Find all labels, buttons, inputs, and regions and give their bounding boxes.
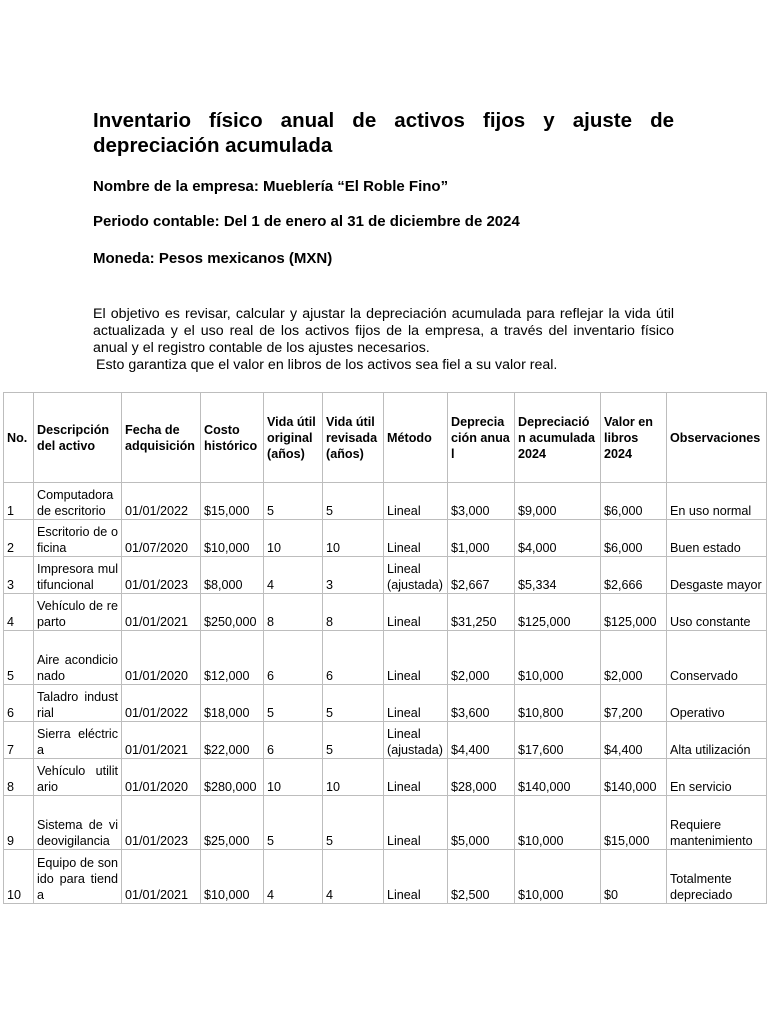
- table-cell: $25,000: [201, 796, 264, 850]
- table-row: [4, 796, 767, 850]
- intro-note: Esto garantiza que el valor en libros de los activos sea fiel a su valor real.: [96, 357, 558, 373]
- table-cell: $250,000: [201, 594, 264, 631]
- table-cell: 5: [323, 685, 384, 722]
- table-cell: 5: [323, 483, 384, 520]
- table-cell: $5,334: [515, 557, 601, 594]
- table-cell: 10: [264, 520, 323, 557]
- table-row: [4, 759, 767, 796]
- table-cell: 6: [4, 685, 34, 722]
- table-cell: $2,667: [448, 557, 515, 594]
- table-cell: $6,000: [601, 483, 667, 520]
- table-cell: Vehículo de reparto: [34, 594, 122, 631]
- table-cell: 5: [323, 722, 384, 759]
- table-cell: 5: [264, 685, 323, 722]
- column-header: Fecha de adquisición: [122, 393, 201, 483]
- table-row: [4, 520, 767, 557]
- table-cell: $125,000: [515, 594, 601, 631]
- table-cell: 5: [323, 796, 384, 850]
- table-cell: 10: [323, 520, 384, 557]
- table-cell: $280,000: [201, 759, 264, 796]
- table-cell: Lineal: [384, 594, 448, 631]
- table-cell: Computadora de escritorio: [34, 483, 122, 520]
- table-row: [4, 483, 767, 520]
- table-cell: 01/01/2020: [122, 631, 201, 685]
- table-cell: $140,000: [515, 759, 601, 796]
- table-cell: Lineal: [384, 759, 448, 796]
- table-cell: 01/01/2020: [122, 759, 201, 796]
- table-cell: $18,000: [201, 685, 264, 722]
- column-header: Valor en libros 2024: [601, 393, 667, 483]
- table-cell: Desgaste mayor: [667, 557, 767, 594]
- table-cell: 3: [323, 557, 384, 594]
- table-cell: $10,000: [201, 850, 264, 904]
- table-cell: Sierra eléctrica: [34, 722, 122, 759]
- table-cell: Uso constante: [667, 594, 767, 631]
- table-cell: Lineal: [384, 685, 448, 722]
- column-header: Vida útil revisada (años): [323, 393, 384, 483]
- table-cell: 01/01/2022: [122, 685, 201, 722]
- table-cell: 01/01/2021: [122, 850, 201, 904]
- table-row: [4, 631, 767, 685]
- table-cell: En uso normal: [667, 483, 767, 520]
- table-cell: Lineal: [384, 850, 448, 904]
- table-cell: 7: [4, 722, 34, 759]
- table-cell: Conservado: [667, 631, 767, 685]
- table-cell: 5: [264, 483, 323, 520]
- table-cell: $9,000: [515, 483, 601, 520]
- table-cell: $28,000: [448, 759, 515, 796]
- table-cell: $0: [601, 850, 667, 904]
- table-cell: $8,000: [201, 557, 264, 594]
- table-cell: $17,600: [515, 722, 601, 759]
- table-row: [4, 850, 767, 904]
- table-cell: Operativo: [667, 685, 767, 722]
- table-cell: 4: [264, 850, 323, 904]
- table-cell: 01/01/2023: [122, 557, 201, 594]
- table-cell: 6: [264, 631, 323, 685]
- table-cell: $2,000: [448, 631, 515, 685]
- table-cell: 6: [264, 722, 323, 759]
- table-cell: 8: [323, 594, 384, 631]
- table-cell: Requiere mantenimiento: [667, 796, 767, 850]
- table-cell: $2,000: [601, 631, 667, 685]
- table-cell: 5: [4, 631, 34, 685]
- table-cell: $15,000: [201, 483, 264, 520]
- table-cell: $10,000: [201, 520, 264, 557]
- table-cell: 01/07/2020: [122, 520, 201, 557]
- company-name: Nombre de la empresa: Mueblería “El Roble Fino”: [93, 178, 449, 195]
- table-header-row: [4, 393, 767, 483]
- table-cell: Totalmente depreciado: [667, 850, 767, 904]
- table-cell: Aire acondicionado: [34, 631, 122, 685]
- column-header: Observaciones: [667, 393, 767, 483]
- table-cell: $3,000: [448, 483, 515, 520]
- table-cell: Taladro industrial: [34, 685, 122, 722]
- table-cell: $10,000: [515, 631, 601, 685]
- table-cell: $4,000: [515, 520, 601, 557]
- table-cell: $3,600: [448, 685, 515, 722]
- table-cell: Lineal (ajustada): [384, 557, 448, 594]
- intro-paragraph: El objetivo es revisar, calcular y ajustar la depreciación acumulada para reflejar la vida útil actualizada y el uso real de los activos fijos de la empresa, a través del inventario físico anual y el registro contable de los ajustes necesarios.: [93, 306, 674, 356]
- table-cell: $10,000: [515, 796, 601, 850]
- table-cell: 5: [264, 796, 323, 850]
- document-title: Inventario físico anual de activos fijos y ajuste de depreciación acumulada: [93, 109, 674, 157]
- table-cell: 10: [4, 850, 34, 904]
- table-cell: Sistema de videovigilancia: [34, 796, 122, 850]
- table-cell: Lineal: [384, 796, 448, 850]
- intro-text: [93, 306, 674, 374]
- table-cell: Lineal (ajustada): [384, 722, 448, 759]
- table-cell: 1: [4, 483, 34, 520]
- table-cell: Lineal: [384, 631, 448, 685]
- table-cell: Impresora multifuncional: [34, 557, 122, 594]
- column-header: Vida útil original (años): [264, 393, 323, 483]
- column-header: Método: [384, 393, 448, 483]
- table-cell: 01/01/2022: [122, 483, 201, 520]
- table-cell: 10: [323, 759, 384, 796]
- table-cell: 01/01/2023: [122, 796, 201, 850]
- table-cell: Escritorio de oficina: [34, 520, 122, 557]
- column-header: Depreciación anual: [448, 393, 515, 483]
- table-cell: 6: [323, 631, 384, 685]
- table-cell: $31,250: [448, 594, 515, 631]
- column-header: Costo histórico: [201, 393, 264, 483]
- table-cell: $15,000: [601, 796, 667, 850]
- table-row: [4, 685, 767, 722]
- table-cell: 3: [4, 557, 34, 594]
- table-cell: $22,000: [201, 722, 264, 759]
- table-cell: $2,500: [448, 850, 515, 904]
- currency: Moneda: Pesos mexicanos (MXN): [93, 250, 333, 267]
- column-header: Depreciación acumulada 2024: [515, 393, 601, 483]
- table-cell: Buen estado: [667, 520, 767, 557]
- table-cell: 01/01/2021: [122, 722, 201, 759]
- table-cell: Lineal: [384, 520, 448, 557]
- table-row: [4, 594, 767, 631]
- table-cell: $10,000: [515, 850, 601, 904]
- table-cell: $1,000: [448, 520, 515, 557]
- table-cell: $12,000: [201, 631, 264, 685]
- table-cell: Lineal: [384, 483, 448, 520]
- table-cell: 8: [264, 594, 323, 631]
- asset-table: [3, 392, 767, 904]
- table-cell: Equipo de sonido para tienda: [34, 850, 122, 904]
- table-cell: $4,400: [601, 722, 667, 759]
- table-cell: $7,200: [601, 685, 667, 722]
- table-cell: 4: [323, 850, 384, 904]
- table-cell: $125,000: [601, 594, 667, 631]
- table-cell: 2: [4, 520, 34, 557]
- table-cell: $5,000: [448, 796, 515, 850]
- table-row: [4, 722, 767, 759]
- table-cell: $10,800: [515, 685, 601, 722]
- table-cell: $140,000: [601, 759, 667, 796]
- column-header: No.: [4, 393, 34, 483]
- table-cell: Alta utilización: [667, 722, 767, 759]
- table-row: [4, 557, 767, 594]
- table-cell: $2,666: [601, 557, 667, 594]
- table-cell: En servicio: [667, 759, 767, 796]
- table-cell: 10: [264, 759, 323, 796]
- table-cell: 4: [264, 557, 323, 594]
- table-cell: Vehículo utilitario: [34, 759, 122, 796]
- table-cell: 9: [4, 796, 34, 850]
- table-cell: 01/01/2021: [122, 594, 201, 631]
- column-header: Descripción del activo: [34, 393, 122, 483]
- accounting-period: Periodo contable: Del 1 de enero al 31 de diciembre de 2024: [93, 213, 520, 230]
- table-cell: 4: [4, 594, 34, 631]
- table-cell: $6,000: [601, 520, 667, 557]
- table-cell: 8: [4, 759, 34, 796]
- table-cell: $4,400: [448, 722, 515, 759]
